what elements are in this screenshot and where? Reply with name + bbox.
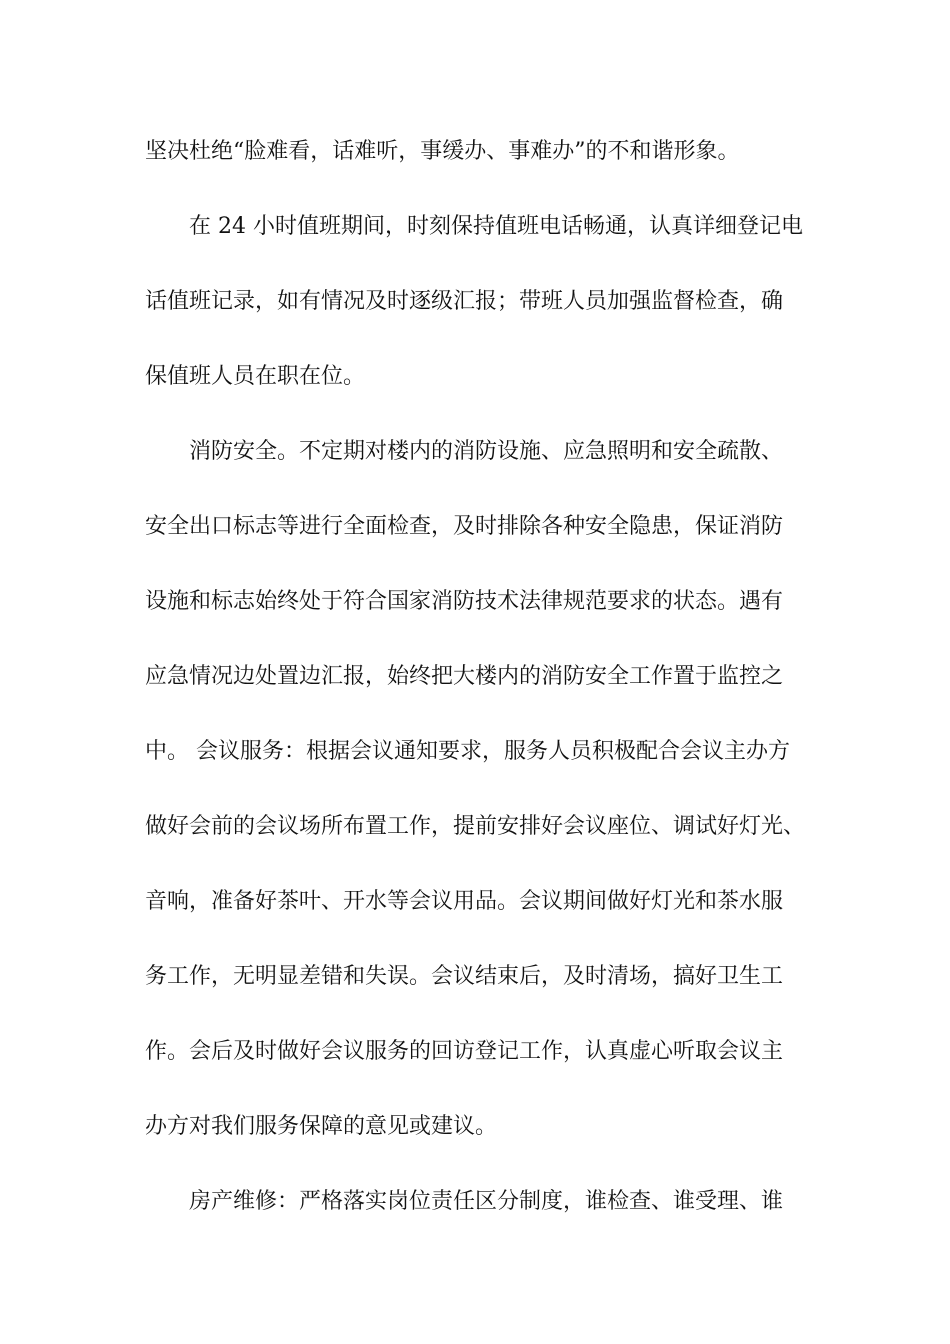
text-line: 话值班记录，如有情况及时逐级汇报；带班人员加强监督检查，确 bbox=[145, 289, 784, 314]
text-line: 做好会前的会议场所布置工作，提前安排好会议座位、调试好灯光、 bbox=[145, 814, 806, 839]
body-text bbox=[145, 114, 825, 1239]
text-line: 房产维修：严格落实岗位责任区分制度，谁检查、谁受理、谁 bbox=[189, 1189, 784, 1214]
text-line: 应急情况边处置边汇报，始终把大楼内的消防安全工作置于监控之 bbox=[145, 664, 784, 689]
text-line: 在 24 小时值班期间，时刻保持值班电话畅通，认真详细登记电 bbox=[189, 214, 803, 239]
text-line: 消防安全。不定期对楼内的消防设施、应急照明和安全疏散、 bbox=[189, 439, 784, 464]
text-line: 音响，准备好茶叶、开水等会议用品。会议期间做好灯光和茶水服 bbox=[145, 889, 784, 914]
text-line: 设施和标志始终处于符合国家消防技术法律规范要求的状态。遇有 bbox=[145, 589, 784, 614]
text-line: 坚决杜绝“脸难看，话难听，事缓办、事难办”的不和谐形象。 bbox=[145, 139, 740, 164]
text-line: 作。会后及时做好会议服务的回访登记工作，认真虚心听取会议主 bbox=[145, 1039, 784, 1064]
text-line: 中。 会议服务：根据会议通知要求，服务人员积极配合会议主办方 bbox=[145, 739, 790, 764]
text-line: 办方对我们服务保障的意见或建议。 bbox=[145, 1114, 498, 1139]
text-line: 保值班人员在职在位。 bbox=[145, 364, 366, 389]
text-line: 安全出口标志等进行全面检查，及时排除各种安全隐患，保证消防 bbox=[145, 514, 784, 539]
text-line: 务工作，无明显差错和失误。会议结束后，及时清场，搞好卫生工 bbox=[145, 964, 784, 989]
